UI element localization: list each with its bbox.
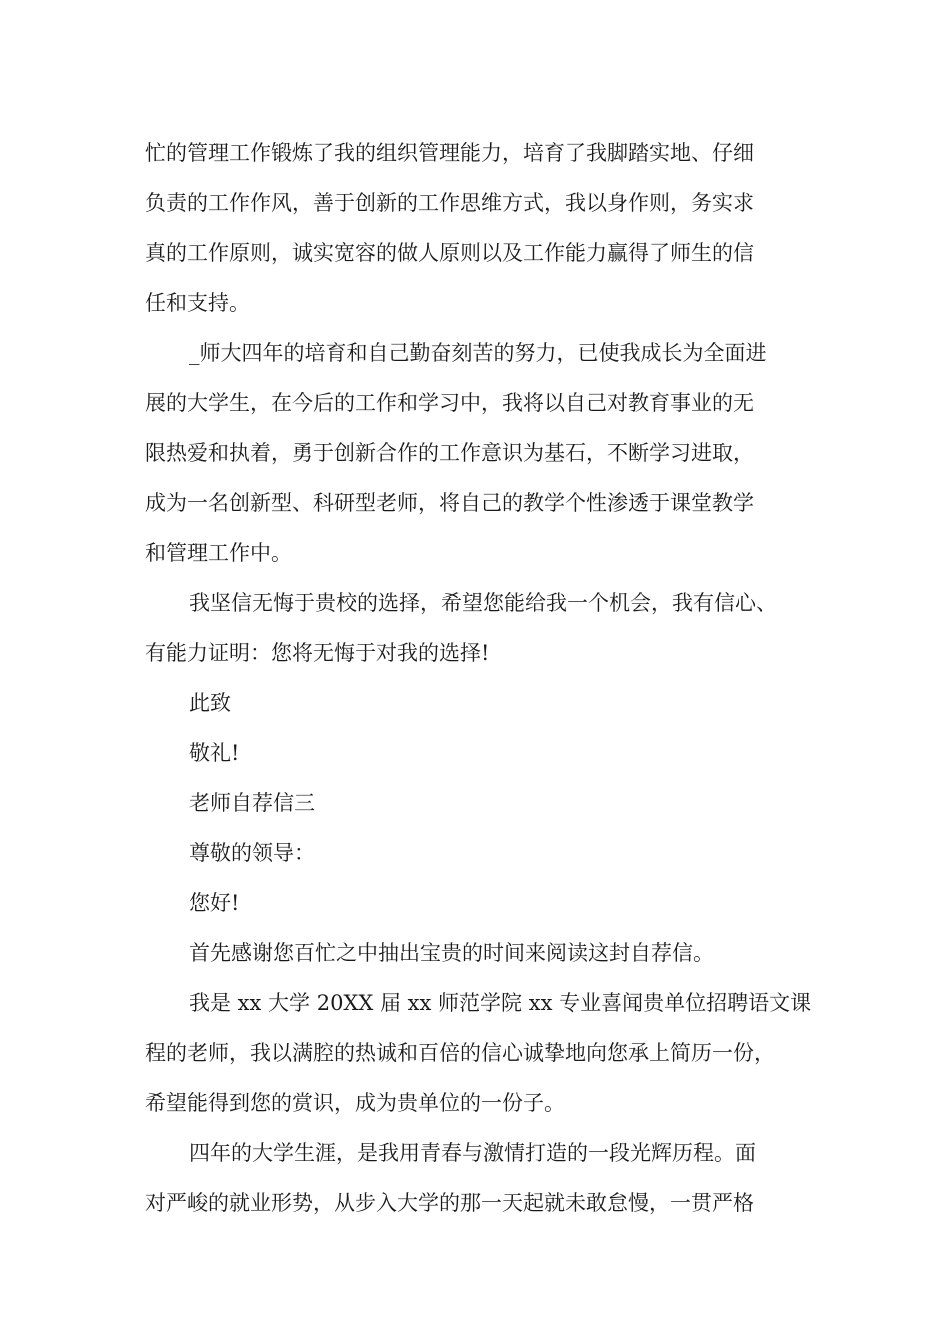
text-line-1: 忙的管理工作锻炼了我的组织管理能力，培育了我脚踏实地、仔细 — [145, 141, 754, 165]
text-line-2: 负责的工作作风，善于创新的工作思维方式，我以身作则，务实求 — [145, 191, 754, 215]
closing-regards: 敬礼! — [189, 741, 240, 765]
text-line-22: 对严峻的就业形势，从步入大学的那一天起就未敢怠慢，一贯严格 — [145, 1191, 754, 1215]
text-line-10: 我坚信无悔于贵校的选择，希望您能给我一个机会，我有信心、 — [189, 591, 777, 615]
text-line-7: 限热爱和执着，勇于创新合作的工作意识为基石，不断学习进取， — [145, 441, 754, 465]
letter-body — [145, 128, 815, 1228]
text-line-21: 四年的大学生涯，是我用青春与激情打造的一段光辉历程。面 — [189, 1141, 756, 1165]
text-line-6: 展的大学生，在今后的工作和学习中，我将以自己对教育事业的无 — [145, 391, 754, 415]
text-line-17: 首先感谢您百忙之中抽出宝贵的时间来阅读这封自荐信。 — [189, 941, 714, 965]
text-line-8: 成为一名创新型、科研型老师，将自己的教学个性渗透于课堂教学 — [145, 491, 754, 515]
text-line-20: 希望能得到您的赏识，成为贵单位的一份子。 — [145, 1091, 565, 1115]
text-line-3: 真的工作原则，诚实宽容的做人原则以及工作能力赢得了师生的信 — [145, 241, 754, 265]
text-line-4: 任和支持。 — [145, 291, 250, 315]
text-line-9: 和管理工作中。 — [145, 541, 292, 565]
closing-salutation: 此致 — [189, 691, 231, 715]
text-line-18: 我是 xx 大学 20XX 届 xx 师范学院 xx 专业喜闻贵单位招聘语文课 — [189, 991, 812, 1015]
text-line-11: 有能力证明：您将无悔于对我的选择! — [145, 641, 490, 665]
greeting-hello: 您好! — [189, 891, 240, 915]
text-line-19: 程的老师，我以满腔的热诚和百倍的信心诚挚地向您承上简历一份， — [145, 1041, 775, 1065]
text-line-5: _师大四年的培育和自己勤奋刻苦的努力，已使我成长为全面进 — [189, 341, 767, 365]
letter-title: 老师自荐信三 — [189, 791, 315, 815]
greeting-recipient: 尊敬的领导： — [189, 841, 315, 865]
